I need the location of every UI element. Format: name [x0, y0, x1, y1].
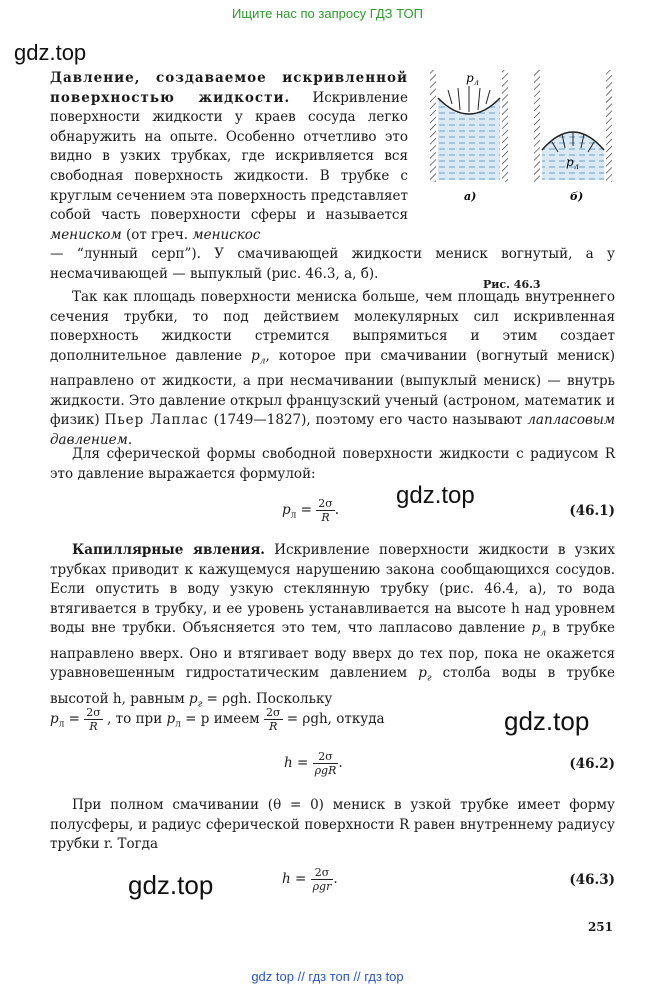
paragraph-text: , которое при смачивании (вогнутый мениск) направлено от жидкости, а при несмачивании (выпуклый мениск) — внутрь жидкости. Это давление открыл французский ученый (астроном, математик и физик)	[50, 347, 615, 429]
term-laplace-pressure: лапласовым давлением	[50, 412, 616, 448]
paragraph-text: в трубке направлено вверх. Оно и втягивает воду вверх до тех пор, пока не окажется уравновешенным гидростатическим давлением	[50, 620, 616, 682]
eq-fraction: $\frac{2\sigma}{R}$	[318, 497, 333, 524]
equation-number: (46.1)	[569, 503, 615, 519]
period: .	[127, 431, 133, 448]
paragraph-text: Искривление поверхности жидкости в узких трубках приводит к кажущемуся нарушению закона сообщающихся сосудов. Если опустить в воду узкую стеклянную трубку (рис. 46.4, а), то вода втягивается в трубку, и ее уровень устанавливается на высоте h над уровнем воды вне трубки. Объясняется это тем, что лапласово давление	[50, 542, 615, 637]
equation-number: (46.2)	[569, 756, 615, 772]
paragraph-text: Искривление поверхности жидкости у краев сосуда легко обнаружить на опыте. Особенно отчетливо это видно в узких трубках, где искривляется вся свободная поверхность жидкости. В трубке с круглым сечением эта поверхность представляет собой часть поверхности сферы и называется	[50, 89, 409, 224]
paragraph-full-wetting: При полном смачивании (θ = 0) мениск в узкой трубке имеет форму полусферы, и радиус сферической поверхности R равен внутреннему радиусу трубки r. Тогда	[50, 797, 615, 853]
inline-equation: $p_л$ = $\frac{2\sigma}{R}$ , то при $p_л = p$ имеем $\frac{2\sigma}{R}$ = ρgh, откуда	[50, 706, 385, 733]
paragraph-text: столба воды в трубке высотой h, равным	[50, 665, 616, 707]
footer-links[interactable]: gdz top // гдз топ // гдз top	[251, 969, 404, 984]
scientist-name: Пьер Лаплас	[104, 412, 209, 429]
watermark: gdz.top	[504, 706, 590, 736]
symbol-p-g: $p_г$	[189, 690, 203, 710]
eq-fraction: $\frac{2\sigma}{\text{ρgR}}$	[314, 750, 337, 777]
section-pressure	[50, 69, 615, 285]
term-greek: менискос	[192, 226, 261, 243]
equation-46-2	[50, 750, 615, 780]
eq-dot: .	[333, 871, 338, 887]
pressure-label-b: $p_л$	[566, 155, 579, 171]
figure-caption: Рис. 46.3	[483, 278, 541, 291]
section-capillary	[50, 541, 615, 715]
eq-text: =	[68, 711, 85, 727]
watermark: gdz.top	[14, 40, 87, 65]
eq-lhs: h =	[284, 755, 313, 771]
pressure-label-a: $p_л$	[466, 71, 479, 87]
paragraph-text: = ρgh. Поскольку	[206, 690, 333, 707]
section-pressure-narrow	[50, 69, 408, 245]
eq-dot: .	[334, 502, 340, 518]
section-heading-pressure: Давление, создаваемое искривленной поверхностью жидкости.	[50, 70, 408, 106]
symbol-p-g: $p_г$	[418, 665, 432, 684]
paragraph-text: (1749—1827), поэтому его часто называют	[213, 412, 523, 429]
eq-text: = p имеем	[185, 711, 264, 727]
equation-46-1	[50, 497, 615, 527]
eq-lhs: h =	[282, 871, 311, 887]
equation-number: (46.3)	[569, 872, 615, 888]
label-b: б)	[570, 190, 584, 203]
eq-dot: .	[338, 755, 343, 771]
eq-fraction: $\frac{2\sigma}{R}$	[265, 706, 281, 733]
eq-text: = ρgh, откуда	[286, 711, 385, 727]
paragraph-text: (от греч.	[126, 226, 189, 243]
term-meniscus: мениском	[50, 226, 122, 243]
section-heading-capillary: Капиллярные явления.	[72, 542, 266, 558]
eq-lhs-sub: л	[290, 510, 297, 521]
eq-fraction: $\frac{2\sigma}{\text{ρgr}}$	[312, 866, 332, 893]
eq-fraction: $\frac{2\sigma}{R}$	[86, 706, 101, 733]
watermark: gdz.top	[396, 482, 475, 509]
eq-equals: =	[296, 502, 317, 518]
top-banner[interactable]: Ищите нас по запросу ГДЗ ТОП	[232, 6, 423, 21]
equation-46-3	[50, 866, 615, 896]
symbol-p-l: $p_л$	[531, 620, 547, 640]
eq-lhs: p	[282, 502, 291, 518]
watermark: gdz.top	[128, 870, 214, 900]
paragraph-text: Так как площадь поверхности мениска больше, чем площадь внутреннего сечения трубки, то под действием молекулярных сил искривленная поверхность жидкости стремится выпрямиться и этим создает дополнительное давление	[50, 289, 615, 364]
paragraph-formula-intro: Для сферической формы свободной поверхности жидкости с радиусом R это давление выражается формулой:	[50, 446, 615, 482]
page-number: 251	[587, 920, 613, 934]
label-a: а)	[464, 190, 477, 203]
section-pressure-wide: — “лунный серп”). У смачивающей жидкости мениск вогнутый, а у несмачивающей — выпуклый (рис. 46.3, а, б).	[50, 246, 615, 282]
eq-text: , то при	[107, 711, 167, 727]
symbol-p-l: $p_л$	[251, 347, 266, 367]
paragraph-laplace	[50, 288, 615, 450]
